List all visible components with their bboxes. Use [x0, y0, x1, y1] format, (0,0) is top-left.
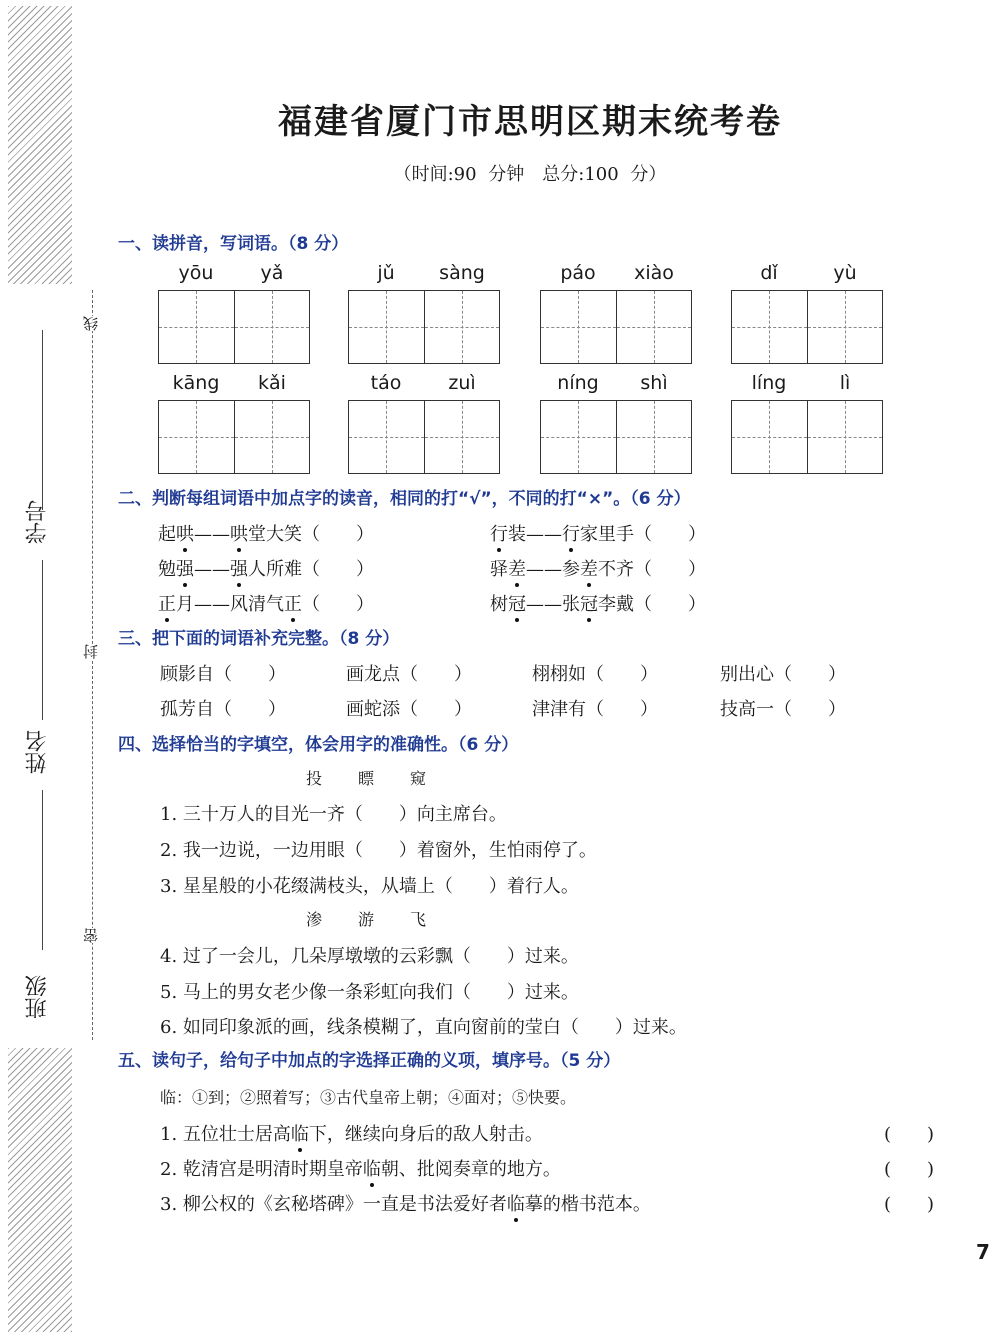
cut-mark-seal: 封: [80, 644, 104, 659]
exam-subtitle: （时间:90 分钟 总分:100 分）: [393, 164, 667, 185]
idiom-item: 技高一（ ）: [720, 699, 846, 720]
idiom-item: 画龙点（ ）: [346, 664, 472, 685]
pinyin-syllable: yù: [833, 262, 857, 284]
name-label: 姓名: [25, 730, 50, 774]
section-3-heading: 三、把下面的词语补充完整。（8 分）: [118, 629, 400, 649]
character-writing-box[interactable]: [541, 401, 616, 473]
pinyin-syllable: kǎi: [258, 372, 286, 394]
class-label: 班级: [25, 975, 50, 1019]
page-number: 7: [976, 1240, 990, 1264]
binding-hatch-bottom: [8, 1048, 72, 1332]
pinyin-syllable: páo: [560, 262, 596, 284]
pinyin-syllable: jǔ: [377, 262, 395, 284]
student-id-label: 学号: [25, 500, 50, 544]
pinyin-group: [731, 372, 883, 474]
fill-item: 3. 星星般的小花缀满枝头，从墙上（ ）着行人。: [160, 876, 579, 897]
character-writing-box[interactable]: [732, 291, 807, 363]
answer-blank: ( ): [884, 1194, 935, 1215]
fill-item: 1. 三十万人的目光一齐（ ）向主席台。: [160, 804, 507, 825]
binding-hatch-top: [8, 6, 72, 284]
pinyin-group: [540, 262, 692, 364]
pinyin-syllable: sàng: [439, 262, 485, 284]
pinyin-syllable: líng: [751, 372, 787, 394]
section-5-heading: 五、读句子，给句子中加点的字选择正确的义项，填序号。（5 分）: [118, 1051, 621, 1071]
pinyin-group: [348, 262, 500, 364]
pinyin-syllable: shì: [640, 372, 668, 394]
character-writing-box[interactable]: [424, 291, 500, 363]
student-id-blank: [42, 330, 43, 510]
choice-options-2: 渗 游 飞: [306, 910, 437, 929]
idiom-item: 栩栩如（ ）: [532, 664, 658, 685]
pronunciation-item: 勉强——强人所难（ ）: [158, 559, 374, 580]
idiom-item: 孤芳自（ ）: [160, 699, 286, 720]
meaning-options: 临：①到；②照着写；③古代皇帝上朝；④面对；⑤快要。: [160, 1088, 577, 1107]
fill-item: 5. 马上的男女老少像一条彩虹向我们（ ）过来。: [160, 982, 579, 1003]
pinyin-group: [731, 262, 883, 364]
section-2-heading: 二、判断每组词语中加点字的读音，相同的打“√”，不同的打“×”。（6 分）: [118, 489, 691, 509]
pronunciation-item: 起哄——哄堂大笑（ ）: [158, 524, 374, 545]
pinyin-syllable: táo: [370, 372, 402, 394]
cut-mark-secret: 密: [80, 928, 104, 943]
sentence-item: 3. 柳公权的《玄秘塔碑》一直是书法爱好者临摹的楷书范本。: [160, 1194, 651, 1215]
pinyin-group: [158, 262, 310, 364]
cut-mark-line: 线: [80, 316, 104, 331]
character-writing-box[interactable]: [234, 401, 310, 473]
pinyin-syllable: dǐ: [760, 262, 778, 284]
pronunciation-item: 行装——行家里手（ ）: [490, 524, 706, 545]
character-writing-box[interactable]: [159, 291, 234, 363]
pronunciation-item: 树冠——张冠李戴（ ）: [490, 594, 706, 615]
fill-item: 6. 如同印象派的画，线条模糊了，直向窗前的莹白（ ）过来。: [160, 1017, 687, 1038]
section-1-heading: 一、读拼音，写词语。（8 分）: [118, 234, 349, 254]
section-4-heading: 四、选择恰当的字填空，体会用字的准确性。（6 分）: [118, 735, 519, 755]
fill-item: 2. 我一边说，一边用眼（ ）着窗外，生怕雨停了。: [160, 840, 597, 861]
pinyin-syllable: kāng: [172, 372, 220, 394]
character-writing-box[interactable]: [349, 401, 424, 473]
pinyin-group: [158, 372, 310, 474]
character-writing-box[interactable]: [159, 401, 234, 473]
idiom-item: 画蛇添（ ）: [346, 699, 472, 720]
pronunciation-item: 正月——风清气正（ ）: [158, 594, 374, 615]
pinyin-syllable: yǎ: [260, 262, 284, 284]
pinyin-syllable: zuì: [448, 372, 476, 394]
character-writing-box[interactable]: [807, 401, 883, 473]
idiom-item: 别出心（ ）: [720, 664, 846, 685]
character-writing-box[interactable]: [616, 401, 692, 473]
pinyin-syllable: yōu: [178, 262, 214, 284]
pinyin-syllable: lì: [839, 372, 851, 394]
pinyin-syllable: xiào: [634, 262, 674, 284]
idiom-item: 顾影自（ ）: [160, 664, 286, 685]
sentence-item: 1. 五位壮士居高临下，继续向身后的敌人射击。: [160, 1124, 543, 1145]
answer-blank: ( ): [884, 1124, 935, 1145]
exam-title: 福建省厦门市思明区期末统考卷: [278, 102, 782, 142]
character-writing-box[interactable]: [234, 291, 310, 363]
pinyin-group: [540, 372, 692, 474]
character-writing-box[interactable]: [616, 291, 692, 363]
character-writing-box[interactable]: [349, 291, 424, 363]
fill-item: 4. 过了一会儿，几朵厚墩墩的云彩飘（ ）过来。: [160, 946, 579, 967]
pinyin-group: [348, 372, 500, 474]
character-writing-box[interactable]: [541, 291, 616, 363]
idiom-item: 津津有（ ）: [532, 699, 658, 720]
character-writing-box[interactable]: [807, 291, 883, 363]
name-blank: [42, 560, 43, 720]
sentence-item: 2. 乾清宫是明清时期皇帝临朝、批阅奏章的地方。: [160, 1159, 561, 1180]
character-writing-box[interactable]: [732, 401, 807, 473]
answer-blank: ( ): [884, 1159, 935, 1180]
pronunciation-item: 驿差——参差不齐（ ）: [490, 559, 706, 580]
choice-options-1: 投 瞟 窥: [306, 769, 437, 788]
character-writing-box[interactable]: [424, 401, 500, 473]
pinyin-syllable: níng: [557, 372, 599, 394]
class-blank: [42, 790, 43, 950]
